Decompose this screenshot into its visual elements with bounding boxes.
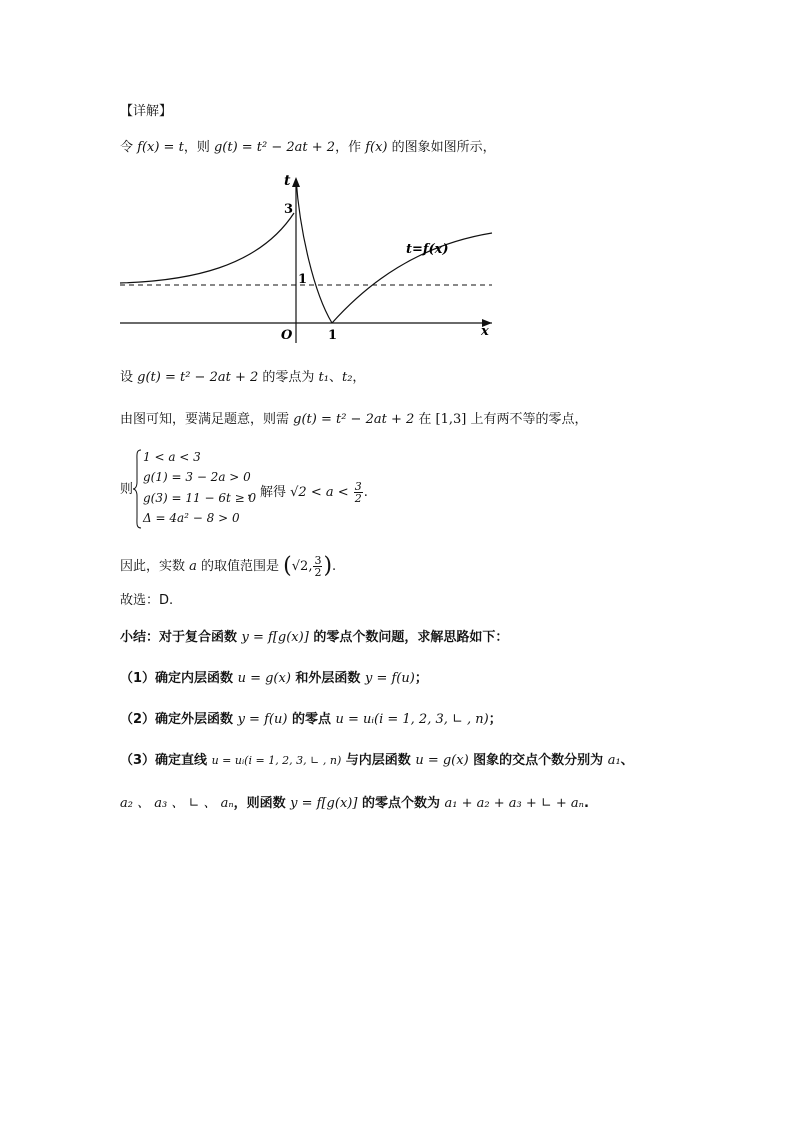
intro-text-4: 的图象如图所示， [387, 140, 496, 155]
answer-line: 故选：D. [120, 593, 174, 608]
intro-eq-2: g(t) = t² − 2at + 2 [213, 140, 336, 155]
solve-text: ，解得 [247, 485, 291, 500]
step-1-eq-1: u = g(x) [237, 671, 291, 686]
intro-eq-3: f(x) [365, 140, 388, 155]
system-row-1: 1 < a < 3 [143, 450, 201, 464]
curve-label: t=f(x) [406, 242, 449, 257]
tick-label-1-x: 1 [328, 328, 338, 343]
step-2 [120, 711, 502, 729]
zeros-sep: 、 [328, 370, 342, 385]
system-row-4: Δ = 4a² − 8 > 0 [143, 511, 240, 525]
range-text-1: 因此，实数 [120, 559, 190, 574]
step-4-eq-3: a₁ + a₂ + a₃ + ∟ + aₙ [444, 796, 584, 811]
step-3-continued [120, 795, 589, 813]
solve-frac-num: 3 [354, 480, 362, 493]
summary-eq: y = f[g(x)] [241, 630, 309, 645]
system-row-2: g(1) = 3 − 2a > 0 [143, 470, 251, 484]
zeros-text-1: 设 [120, 370, 138, 385]
zeros-eq: g(t) = t² − 2at + 2 [137, 370, 259, 385]
condition-text-1: 由图可知，要满足题意，则需 [120, 412, 294, 427]
summary-line [120, 629, 508, 647]
function-graph [118, 173, 498, 345]
condition-line [120, 411, 588, 429]
step-3-text-a: （3）确定直线 [120, 753, 212, 768]
solve-fraction [354, 481, 363, 504]
range-frac-num: 3 [314, 554, 322, 567]
step-3-text-c: 图象的交点个数分别为 [468, 753, 608, 768]
step-4-text-a: ，则函数 [233, 796, 291, 811]
inequality-system [132, 449, 262, 529]
step-4-text-b: 的零点个数为 [357, 796, 445, 811]
step-2-text-a: （2）确定外层函数 [120, 712, 238, 727]
intro-text-2: ，则 [183, 140, 214, 155]
step-2-eq-2: u = uᵢ(i = 1, 2, 3, ∟ , n) [335, 712, 489, 727]
summary-text-1: 小结：对于复合函数 [120, 630, 242, 645]
step-2-text-c: ； [488, 712, 502, 727]
system-row-3: g(3) = 11 − 6t ≥ 0 [143, 491, 257, 505]
step-1-eq-2: y = f(u) [364, 671, 415, 686]
step-1-text-c: ； [414, 671, 428, 686]
intro-text-3: ，作 [335, 140, 366, 155]
tick-label-3: 3 [284, 202, 294, 217]
solve-frac-den: 2 [354, 492, 362, 505]
step-3-eq-2: u = g(x) [415, 753, 469, 768]
step-2-text-b: 的零点 [287, 712, 336, 727]
range-text-2: 的取值范围是 [196, 559, 284, 574]
tick-label-1-y: 1 [298, 272, 308, 287]
step-1-text-a: （1）确定内层函数 [120, 671, 238, 686]
section-header: 【详解】 [120, 104, 173, 119]
solve-line [247, 481, 368, 504]
left-branch [120, 213, 294, 283]
intro-eq-1: f(x) = t [137, 140, 184, 155]
x-axis-label: x [481, 324, 489, 339]
condition-interval: [1,3] [435, 412, 467, 427]
range-root: √2, [291, 559, 313, 574]
step-3-text-b: 与内层函数 [341, 753, 416, 768]
intro-text-1: 令 [120, 140, 138, 155]
step-3 [120, 752, 634, 770]
curly-brace-icon [132, 449, 142, 529]
step-4-eq-1: a₂ 、 a₃ 、 ∟ 、 aₙ [120, 796, 234, 811]
zero-t2: t₂ [341, 370, 353, 385]
step-3-eq-1: u = uᵢ(i = 1, 2, 3, ∟ , n) [211, 754, 342, 767]
step-1 [120, 670, 428, 688]
range-right-paren: ) [323, 553, 333, 579]
condition-eq: g(t) = t² − 2at + 2 [293, 412, 415, 427]
zeros-line [120, 369, 365, 387]
zeros-text-3: ， [352, 370, 366, 385]
step-3-eq-3: a₁ [607, 753, 621, 768]
condition-text-2: 在 [414, 412, 436, 427]
solve-eq: √2 < a < [290, 485, 353, 500]
summary-text-2: 的零点个数问题，求解思路如下： [308, 630, 509, 645]
step-1-text-b: 和外层函数 [290, 671, 365, 686]
step-4-eq-2: y = f[g(x)] [290, 796, 358, 811]
range-var: a [189, 559, 197, 574]
system-prefix: 则 [120, 482, 134, 497]
zeros-text-2: 的零点为 [258, 370, 319, 385]
range-fraction [313, 555, 322, 578]
origin-label: O [281, 328, 293, 343]
t-axis-label: t [284, 173, 291, 189]
range-frac-den: 2 [314, 566, 322, 579]
range-end: . [332, 559, 337, 574]
zero-t1: t₁ [318, 370, 329, 385]
intro-line [120, 139, 496, 157]
range-left-paren: ( [283, 553, 292, 579]
condition-text-3: 上有两不等的零点， [466, 412, 588, 427]
step-3-text-d: 、 [620, 753, 634, 768]
middle-branch [296, 179, 332, 323]
step-2-eq-1: y = f(u) [237, 712, 288, 727]
solve-end: . [363, 485, 368, 500]
step-4-text-c: . [583, 796, 589, 811]
range-line [120, 555, 336, 578]
